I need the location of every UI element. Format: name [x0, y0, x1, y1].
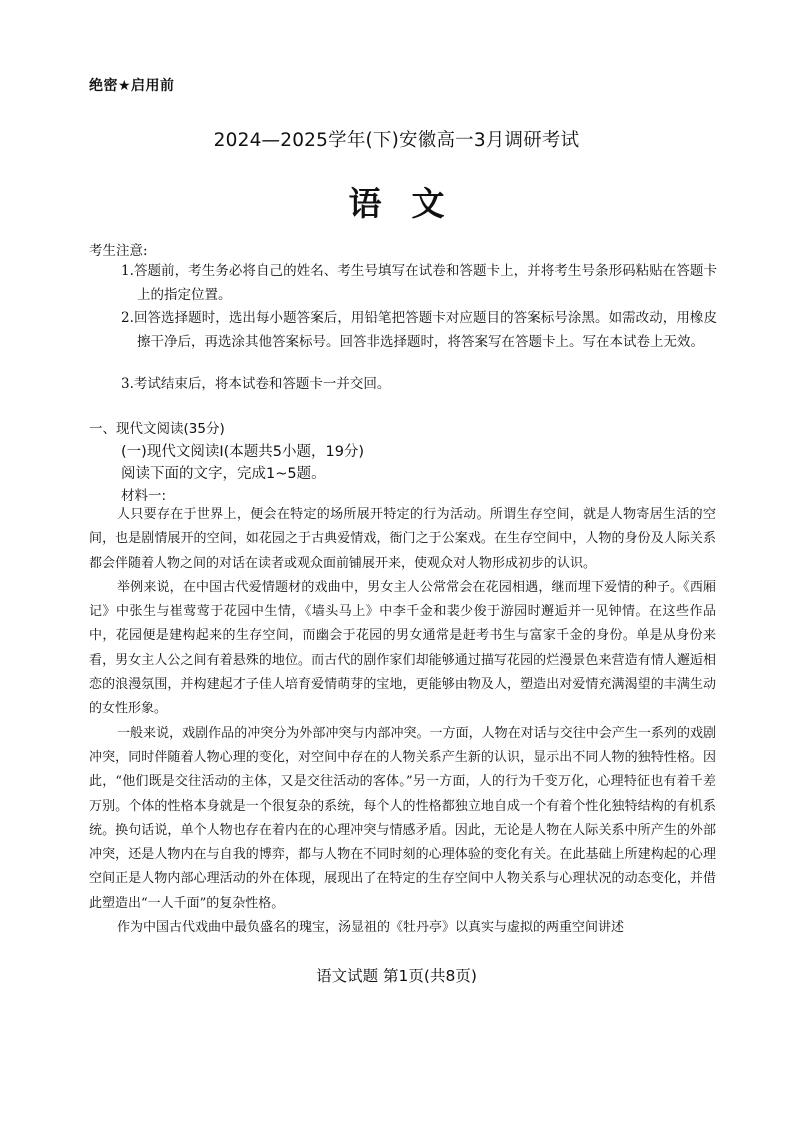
passage-paragraph: 举例来说，在中国古代爱情题材的戏曲中，男女主人公常常会在花园相遇，继而埋下爱情的种子。《西厢记》中张生与崔莺莺于花园中生情，《墙头马上》中李千金和裴少俊于游园时邂逅并一见钟情。在这些作品中，花园便是建构起来的生存空间，而幽会于花园的男女通常是赶考书生与富家千金的身份。单是从身份来看，男女主人公之间有着悬殊的地位。而古代的剧作家们却能够通过描写花园的烂漫景色来营造有情人邂逅相恋的浪漫氛围，并构建起才子佳人培育爱情萌芽的宝地，更能够由物及人，塑造出对爱情充满渴望的丰满生动的女性形象。: [89, 579, 716, 717]
notice-item-text: 1.答题前，考生务必将自己的姓名、考生号填写在试卷和答题卡上，并将考生号条形码粘贴在答题卡上的指定位置。: [121, 263, 717, 303]
section-heading: 一、现代文阅读(35分): [89, 421, 225, 437]
notice-item-text: 3.考试结束后，将本试卷和答题卡一并交回。: [121, 376, 391, 392]
material-label: 材料一:: [121, 488, 167, 504]
passage-paragraph: 作为中国古代戏曲中最负盛名的瑰宝，汤显祖的《牡丹亭》以真实与虚拟的两重空间讲述: [117, 920, 625, 936]
notice-item-2: [121, 306, 717, 354]
passage-paragraph: 一般来说，戏剧作品的冲突分为外部冲突与内部冲突。一方面，人物在对话与交往中会产生一系列的戏剧冲突，同时伴随着人物心理的变化，对空间中存在的人物关系产生新的认识，显示出不同人物的独特性格。因此，“他们既是交往活动的主体，又是交往活动的客体。”另一方面，人的行为千变万化，心理特征也有着千差万别。个体的性格本身就是一个很复杂的系统，每个人的性格都独立地自成一个有着个性化独特结构的有机系统。换句话说，单个人物也存在着内在的心理冲突与情感矛盾。因此，无论是人物在人际关系中所产生的外部冲突，还是人物内在与自我的博弈，都与人物在不同时刻的心理体验的变化有关。在此基础上所建构起的心理空间正是人物内部心理活动的外在体现，展现出了在特定的生存空间中人物关系与心理状况的动态变化，并借此塑造出“一人千面”的复杂性格。: [89, 725, 716, 911]
notice-item-3: [121, 372, 717, 396]
subsection-heading: (一)现代文阅读Ⅰ(本题共5小题，19分): [121, 444, 365, 460]
page-footer: 语文试题 第1页(共8页): [316, 967, 477, 985]
exam-title: 2024—2025学年(下)安徽高一3月调研考试: [213, 130, 580, 151]
notice-heading: 考生注意:: [89, 243, 148, 259]
notice-item-1: [121, 259, 717, 307]
passage-paragraph: 人只要存在于世界上，便会在特定的场所展开特定的行为活动。所谓生存空间，就是人物寄居生活的空间，也是剧情展开的空间，如花园之于古典爱情戏，衙门之于公案戏。在生存空间中，人物的身份及人际关系都会伴随着人物之间的对话在读者或观众面前铺展开来，使观众对人物形成初步的认识。: [89, 507, 716, 571]
subject-title: 语文: [348, 184, 475, 223]
notice-item-text: 2.回答选择题时，选出每小题答案后，用铅笔把答题卡对应题目的答案标号涂黑。如需改动，用橡皮擦干净后，再选涂其他答案标号。回答非选择题时，将答案写在答题卡上。写在本试卷上无效。: [121, 310, 717, 350]
reading-passage: [89, 503, 716, 940]
reading-instruction: 阅读下面的文字，完成1~5题。: [121, 466, 326, 482]
confidential-label: 绝密★启用前: [89, 78, 175, 94]
